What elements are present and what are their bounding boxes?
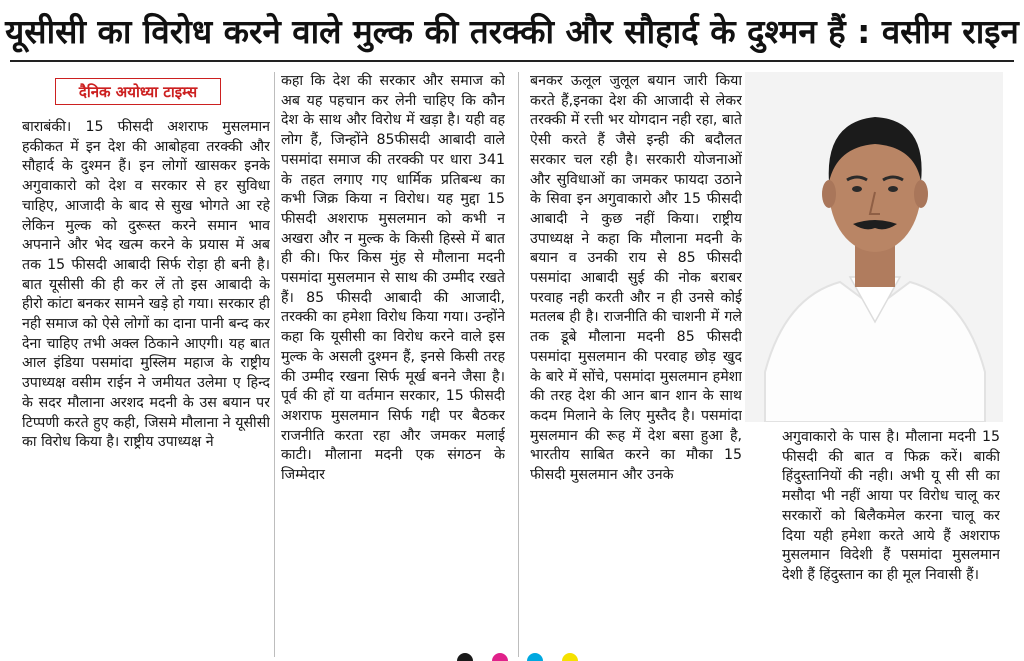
color-registration-marks	[455, 652, 595, 661]
column-4-text: अगुवाकारो के पास है। मौलाना मदनी 15 फीसदी की बात व फिक्र करें। बाकी हिंदुस्तानियों की नही। अभी यू सी सी का मसौदा भी नहीं आया पर विरोध चालू कर सरकारों को बिलैकमेल करना चालू कर दिया यही हमेशा करते आये हैं अशराफ मुसलमान विदेशी हैं पसमांदा मुसलमान देशी हैं हिंदुस्तान का ही मूल निवासी हैं।	[782, 429, 1000, 583]
article-column-3	[530, 72, 742, 658]
registration-dot	[527, 653, 543, 661]
column-3-text: बनकर ऊलूल जुलूल बयान जारी किया करते हैं,इनका देश की आजादी से लेकर तरक्की में रत्ती भर योगदान नही रहा, बाते ऐसी करते हैं जैसे इन्ही की बदौलत सरकार चल रही है। सरकारी योजनाओं और सुविधाओं का जमकर फायदा उठाने के सिवा इन अगुवाकारो और 15 फीसदी आबादी ने कुछ नहीं किया। राष्ट्रीय उपाध्यक्ष ने कहा कि मौलाना मदनी के बयान व उनकी राय से 85 फीसदी पसमांदा आबादी सुई की नोक बराबर परवाह नही करती और न ही उनसे कोई मतलब ही है। राजनीति की चाशनी में गले तक डूबे मौलाना मदनी 85 फीसदी पसमांदा मुसलमान की परवाह छोड़ खुद के बारे में सोंचे, पसमांदा मुसलमान हमेशा की तरह देश की आन बान शान के साथ कदम मिलाने के लिए मुस्तैद है। पसमांदा मुसलमान की रूह में देश बसा हुआ है, भारतीय साबित करने का मौका 15 फीसदी मुसलमान और उनके	[530, 73, 742, 484]
headline-rule	[10, 60, 1014, 62]
article-column-1	[22, 118, 270, 658]
person-portrait-photo	[745, 72, 1003, 422]
registration-dot	[562, 653, 578, 661]
column-2-text: कहा कि देश की सरकार और समाज को अब यह पहचान कर लेनी चाहिए कि कौन देश के साथ और विरोध में खड़ा है। यही वह लोग हैं, जिन्होंने 85फीसदी आबादी वाले पसमांदा समाज की तरक्की पर धारा 341 के तहत लगाए गए धार्मिक प्रतिबन्ध का कभी जिक्र किया न विरोध। यह मुद्दा 15 फीसदी अशराफ मुसलमान को कभी न अखरा और न मुल्क के किसी हिस्से में बात ही की। फिर किस मुंह से मौलाना मदनी पसमांदा मुसलमान से साथ की उम्मीद रखते हैं। 85 फीसदी आबादी की आजादी, तरक्की का हमेशा विरोध किया गया। उन्होंने कहा कि यूसीसी का विरोध करने वाले इस मुल्क के असली दुश्मन हैं, इनसे किसी तरह की उम्मीद रखना सिर्फ मूर्ख बनने जैसा है। पूर्व की हों या वर्तमान सरकार, 15 फीसदी अशराफ मुसलमान सिर्फ गद्दी पर बैठकर राजनीति करता रहा और जमकर मलाई काटी। मौलाना मदनी एक संगठन के जिम्मेदार	[281, 73, 505, 484]
headline: यूसीसी का विरोध करने वाले मुल्क की तरक्की और सौहार्द के दुश्मन हैं : वसीम राइन	[5, 11, 1019, 51]
article-column-2	[281, 72, 505, 658]
person-portrait-icon	[745, 72, 1003, 422]
byline: दैनिक अयोध्या टाइम्स	[55, 78, 221, 105]
column-divider	[274, 72, 275, 657]
registration-dot	[492, 653, 508, 661]
article-column-4	[782, 428, 1000, 656]
registration-dot	[457, 653, 473, 661]
column-1-text: बाराबंकी। 15 फीसदी अशराफ मुसलमान हकीकत में इन देश की आबोहवा तरक्की और सौहार्द के दुश्मन हैं। इन लोगों खासकर इनके अगुवाकारो को देश व सरकार से हर सुविधा चाहिए, आजादी के बाद से सुख भोगते आ रहे लेकिन मुल्क को दुरूस्त करने समान भाव अपनाने और भेद खत्म करने के प्रयास में अब तक 15 फीसदी आबादी सिर्फ रोड़ा ही बनी है। बात यूसीसी की ही कर लें तो इस आबादी के हीरो कांटा बनकर सामने खड़े हो गया। सरकार ही नही समाज को ऐसे लोगों का दाना पानी बन्द कर देना चाहिए तभी अक्ल ठिकाने आएगी। यह बात आल इंडिया पसमांदा मुस्लिम महाज के राष्ट्रीय उपाध्यक्ष वसीम राईन ने जमीयत उलेमा ए हिन्द के सदर मौलाना अरशद मदनी के उस बयान पर टिप्पणी करते हुए कही, जिसमे मौलाना ने यूसीसी का विरोध किया है। राष्ट्रीय उपाध्यक्ष ने	[22, 119, 270, 451]
column-divider	[518, 72, 519, 657]
